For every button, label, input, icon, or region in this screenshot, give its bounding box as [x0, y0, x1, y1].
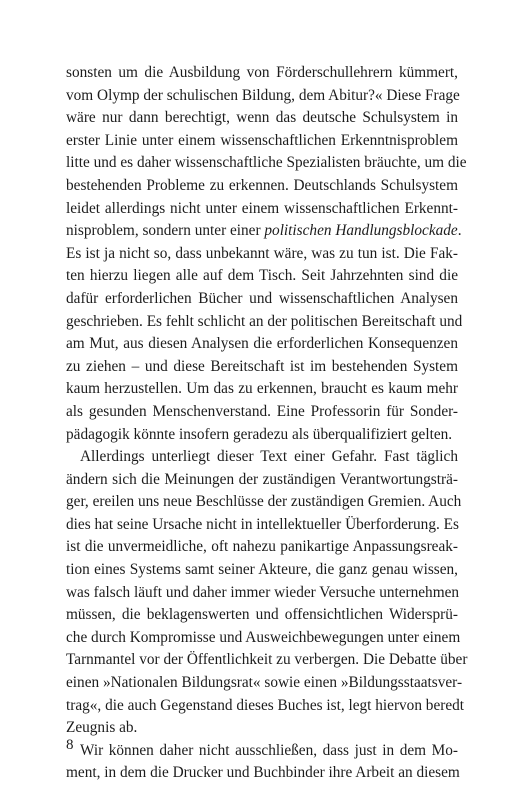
- page-body: [66, 62, 468, 785]
- text-line: tion eines Systems samt seiner Akteure, die ganz genau wissen,: [66, 561, 458, 579]
- paragraph: [66, 446, 468, 740]
- text-line: Tarnmantel vor der Öffentlichkeit zu verbergen. Die Debatte über: [66, 651, 468, 669]
- text-line: ändern sich die Meinungen der zuständigen Verantwortungsträ-: [66, 470, 458, 488]
- text-line: che durch Kompromisse und Ausweichbewegungen unter einem: [66, 628, 461, 646]
- text-line: dafür erforderlichen Bücher und wissenschaftlichen Analysen: [66, 289, 458, 307]
- text-line: kaum herzustellen. Um das zu erkennen, braucht es kaum mehr: [66, 380, 458, 398]
- text-line: trag«, die auch Gegenstand dieses Buches ist, legt hiervon beredt: [66, 696, 465, 714]
- text-line: müssen, die beklagenswerten und offensichtlichen Widersprü-: [66, 606, 458, 624]
- text-line: am Mut, aus diesen Analysen die erforderlichen Konsequenzen: [66, 335, 458, 353]
- text-line: geschrieben. Es fehlt schlicht an der politischen Bereitschaft und: [66, 312, 463, 330]
- text-line: zu ziehen – und diese Bereitschaft ist im bestehenden System: [66, 357, 458, 375]
- text-line: Allerdings unterliegt dieser Text einer Gefahr. Fast täglich: [80, 448, 458, 466]
- text-line: ten hierzu liegen alle auf dem Tisch. Seit Jahrzehnten sind die: [66, 267, 458, 285]
- paragraph: [66, 740, 458, 785]
- text-line: dies hat seine Ursache nicht in intellektueller Überforderung. Es: [66, 515, 459, 533]
- text-line: [66, 220, 462, 243]
- text-line: ger, ereilen uns neue Beschlüsse der zuständigen Gremien. Auch: [66, 493, 462, 511]
- text-line: Wir können daher nicht ausschließen, dass just in dem Mo-: [80, 741, 458, 759]
- text-line: ist die unvermeidliche, oft nahezu panikartige Anpassungsreak-: [66, 538, 458, 556]
- paragraph: [66, 62, 467, 446]
- text-line: vom Olymp der schulischen Bildung, dem Abitur?« Diese Frage: [66, 86, 460, 104]
- text-line: pädagogik könnte insofern geradezu als überqualifiziert gelten.: [66, 425, 453, 443]
- text-line: Es ist ja nicht so, dass unbekannt wäre, was zu tun ist. Die Fak-: [66, 244, 458, 262]
- text-fragment: .: [457, 222, 462, 240]
- text-line: was falsch läuft und daher immer wieder Versuche unternehmen: [66, 583, 460, 601]
- text-line: sonsten um die Ausbildung von Förderschullehrern kümmert,: [66, 64, 458, 81]
- text-line: bestehenden Probleme zu erkennen. Deutschlands Schulsystem: [66, 176, 458, 194]
- text-line: einen »Nationalen Bildungsrat« sowie einen »Bildungsstaatsver-: [66, 674, 463, 692]
- page-number: 8: [66, 737, 74, 753]
- text-line: wäre nur dann berechtigt, wenn das deutsche Schulsystem in: [66, 109, 458, 127]
- text-line: ment, in dem die Drucker und Buchbinder ihre Arbeit an diesem: [66, 764, 460, 782]
- text-line: erster Linie unter einem wissenschaftlichen Erkenntnisproblem: [66, 131, 458, 149]
- text-line: leidet allerdings nicht unter einem wissenschaftlichen Erkennt-: [66, 199, 458, 217]
- text-line: als gesunden Menschenverstand. Eine Professorin für Sonder-: [66, 402, 458, 420]
- text-line: litte und es daher wissenschaftliche Spezialisten bräuchte, um die: [66, 154, 467, 172]
- text-line: Zeugnis ab.: [66, 719, 138, 737]
- emphasis-text: politischen Handlungsblockade: [264, 222, 458, 240]
- text-fragment: nisproblem, sondern unter einer: [66, 222, 265, 240]
